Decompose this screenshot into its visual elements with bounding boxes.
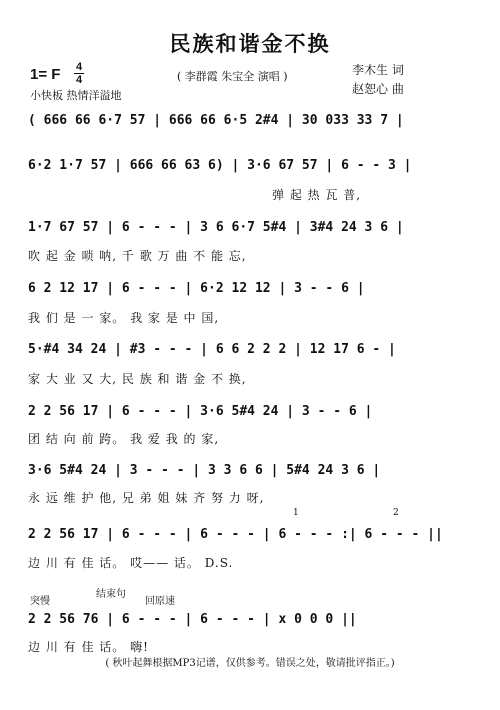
score-line-3-lyrics: 吹 起 金 唢 呐, 千 歌 万 曲 不 能 忘, xyxy=(28,249,247,263)
slow-marking: 突慢 xyxy=(30,596,50,607)
score-line-7-notes: 3·6 5#4 24 | 3 - - - | 3 3 6 6 | 5#4 24 3 6 | xyxy=(28,463,381,478)
key-signature: 1= F xyxy=(30,66,61,83)
a-tempo-marking: 回原速 xyxy=(145,596,175,607)
score-line-5-notes: 5·#4 34 24 | #3 - - - | 6 6 2 2 2 | 12 17 6 - | xyxy=(28,342,396,357)
score-line-2-lyrics: 弹 起 热 瓦 普, xyxy=(272,188,362,202)
score-line-2-notes: 6·2 1·7 57 | 666 66 63 6) | 3·6 67 57 | 6 - - 3 | xyxy=(28,158,412,173)
composer-credit: 赵恕心 曲 xyxy=(352,82,404,96)
score-line-8-lyrics: 边 川 有 佳 话。 哎—— 话。 D.S. xyxy=(28,556,234,570)
score-line-1-notes: ( 666 66 6·7 57 | 666 66 6·5 2#4 | 30 033 33 7 | xyxy=(28,113,404,128)
time-signature-bottom: 4 xyxy=(75,74,83,86)
score-line-6-notes: 2 2 56 17 | 6 - - - | 3·6 5#4 24 | 3 - - 6 | xyxy=(28,404,373,419)
ending-marking: 结束句 xyxy=(96,589,126,600)
lyricist-credit: 李木生 词 xyxy=(352,63,404,77)
score-line-6-lyrics: 团 结 向 前 跨。 我 爱 我 的 家, xyxy=(28,432,220,446)
score-line-7-lyrics: 永 远 维 护 他, 兄 弟 姐 妹 齐 努 力 呀, xyxy=(28,491,265,505)
song-title: 民族和谐金不换 xyxy=(169,31,331,56)
time-signature xyxy=(74,62,84,85)
score-line-8-notes: 2 2 56 17 | 6 - - - | 6 - - - | 6 - - - :| 6 - - - || xyxy=(28,527,443,542)
volta-1-label: 1 xyxy=(293,508,299,518)
score-line-4-notes: 6 2 12 17 | 6 - - - | 6·2 12 12 | 3 - - 6 | xyxy=(28,281,365,296)
volta-2-label: 2 xyxy=(393,508,399,518)
score-line-5-lyrics: 家 大 业 又 大, 民 族 和 谐 金 不 换, xyxy=(28,372,247,386)
score-line-9-lyrics: 边 川 有 佳 话。 嗨! xyxy=(28,640,149,654)
singers-credit: ( 李群霞 朱宝全 演唱 ) xyxy=(177,70,288,83)
footnote: ( 秋叶起舞根据MP3记谱，仅供参考。错误之处，敬请批评指正。) xyxy=(105,658,395,669)
score-line-4-lyrics: 我 们 是 一 家。 我 家 是 中 国, xyxy=(28,311,220,325)
score-line-3-notes: 1·7 67 57 | 6 - - - | 3 6 6·7 5#4 | 3#4 24 3 6 | xyxy=(28,220,404,235)
time-signature-top: 4 xyxy=(75,61,83,73)
score-line-9-notes: 2 2 56 76 | 6 - - - | 6 - - - | x 0 0 0 || xyxy=(28,612,357,627)
tempo-marking: 小快板 热情洋溢地 xyxy=(30,89,122,102)
